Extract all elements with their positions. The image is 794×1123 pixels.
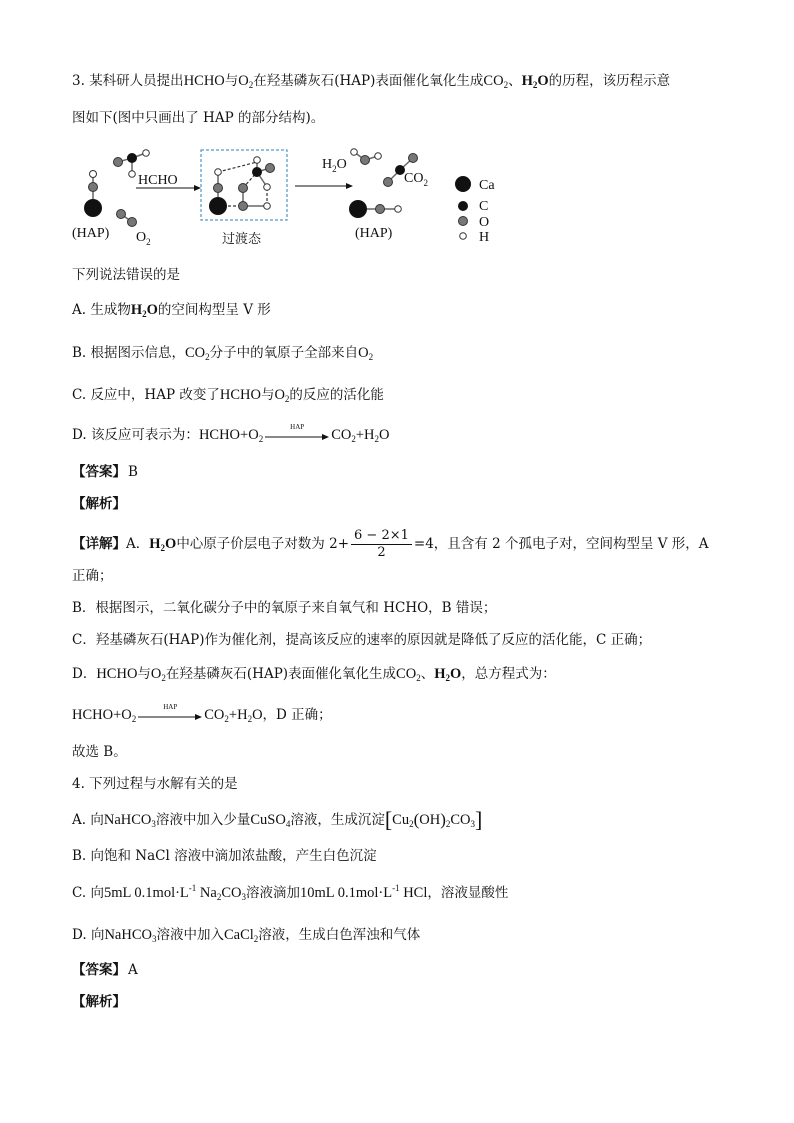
hap-left-structure (84, 171, 102, 218)
q4-option-a: A. 向NaHCO$_3$溶液中加入少量CuSO$_4$溶液，生成沉淀$[Cu_2(OH)_2CO_3]$ (72, 807, 483, 832)
formula: HCHO (219, 387, 261, 403)
transition-state-structure (209, 157, 275, 215)
detail-a: 【详解】A．$H_2O$中心原子价层电子对数为 2+ $\frac{6 - 2\times 1}{2}$ =4，且含有 2 个孤电子对，空间构型呈 V 形，A (72, 528, 709, 560)
q3-prompt: 下列说法错误的是 (72, 267, 180, 283)
h2o-molecule (351, 149, 382, 165)
o-legend-icon (459, 217, 468, 226)
c-legend-icon (458, 201, 468, 211)
h-legend-icon (460, 233, 467, 240)
fraction: $\frac{6 - 2\times 1}{2}$ (351, 528, 412, 561)
transition-state-label: 过渡态 (222, 232, 262, 247)
q4-option-b: B. 向饱和 NaCl 溶液中滴加浓盐酸，产生白色沉淀 (72, 848, 377, 864)
q4-option-c: C. 向5mL $0.1mol\cdot L^{-1}$ $Na_2CO_3$溶液滴加10mL $0.1mol\cdot L^{-1}$ HCl，溶液显酸性 (72, 883, 509, 902)
formula: $O_2$ (238, 73, 254, 90)
reaction-arrow-icon: HAP (265, 428, 329, 444)
text: 该反应可表示为： (90, 427, 199, 443)
legend-c-label: C (479, 199, 489, 214)
q4-stem: 4. 下列过程与水解有关的是 (72, 776, 238, 792)
formula: $CO_2$ (483, 73, 509, 90)
text: 反应中，HAP 改变了 (90, 387, 220, 403)
q4-answer: 【答案】 A (72, 962, 138, 978)
arrow-icon (295, 183, 353, 189)
detail-d: D．HCHO与$O_2$在羟基磷灰石(HAP)表面催化氧化生成$CO_2$、$H_2O$，总方程式为： (72, 666, 556, 683)
text: 生成物 (90, 302, 131, 318)
text: 在羟基磷灰石(HAP)表面催化氧化生成 (253, 73, 484, 89)
formula: $CO_2$ (185, 345, 210, 362)
atom-legend (455, 176, 495, 245)
q4-analysis-tag: 【解析】 (72, 994, 126, 1010)
detail-c: C．羟基磷灰石(HAP)作为催化剂，提高该反应的速率的原因就是降低了反应的活化能，C 正确； (72, 632, 652, 648)
formula: HCHO (183, 73, 225, 89)
hcho-label: HCHO (138, 173, 178, 188)
text: 分子中的氧原子全部来自 (209, 345, 359, 361)
o2-molecule (117, 210, 137, 227)
reaction-arrow-icon: HAP (138, 708, 202, 724)
conclusion: 故选 B。 (72, 744, 127, 760)
legend-h-label: H (479, 230, 490, 245)
hap-label-left: (HAP) (72, 226, 110, 241)
o2-label: $O_2$ (136, 230, 151, 247)
reaction-mechanism-diagram (60, 140, 520, 252)
co2-label: $CO_2$ (404, 171, 428, 188)
text: 、 (508, 73, 522, 89)
option-label: A. (72, 302, 87, 318)
option-label: D. (72, 427, 87, 443)
text: 的历程，该历程示意 (548, 73, 671, 89)
q3-option-b (72, 343, 373, 363)
detail-equation: $HCHO+O_2$ HAP $CO_2+H_2O$，D 正确； (72, 702, 332, 724)
formula: $H_2O$ (149, 536, 177, 553)
q3-stem-line2: 图如下(图中只画出了 HAP 的部分结构)。 (72, 110, 325, 126)
hap-label-right: (HAP) (355, 226, 393, 241)
q3-analysis-tag: 【解析】 (72, 496, 126, 512)
equation: $HCHO+O_2$ HAP $CO_2+H_2O$ (198, 422, 390, 444)
text: 与 (260, 387, 275, 403)
option-label: B. (72, 345, 87, 361)
hap-right-structure (349, 200, 401, 218)
formula: $H_2O$ (521, 73, 549, 90)
formula: $H_2O$ (130, 302, 158, 319)
formula: $O_2$ (358, 345, 374, 362)
option-label: C. (72, 387, 87, 403)
q3-stem-line1 (72, 71, 670, 91)
detail-b: B．根据图示，二氧化碳分子中的氧原子来自氧气和 HCHO，B 错误； (72, 600, 497, 616)
legend-o-label: O (479, 215, 490, 230)
q3-answer: 【答案】 B (72, 464, 138, 480)
h2o-label: $H_2O$ (322, 157, 347, 174)
text: 某科研人员提出 (89, 73, 184, 89)
q3-option-d (72, 422, 390, 445)
legend-ca-label: Ca (479, 178, 495, 193)
ca-legend-icon (455, 176, 471, 192)
q3-option-a (72, 300, 271, 320)
text: 与 (224, 73, 239, 89)
q4-option-d: D. 向NaHCO$_3$溶液中加入CaCl$_2$溶液，生成白色浑浊和气体 (72, 927, 421, 944)
question-number: 3. (72, 73, 85, 89)
text: 的反应的活化能 (289, 387, 384, 403)
q3-option-c (72, 385, 384, 405)
text: 的空间构型呈 V 形 (157, 302, 271, 318)
text: 根据图示信息， (90, 345, 186, 361)
detail-a-cont: 正确； (72, 568, 113, 584)
formula: $O_2$ (274, 387, 290, 404)
